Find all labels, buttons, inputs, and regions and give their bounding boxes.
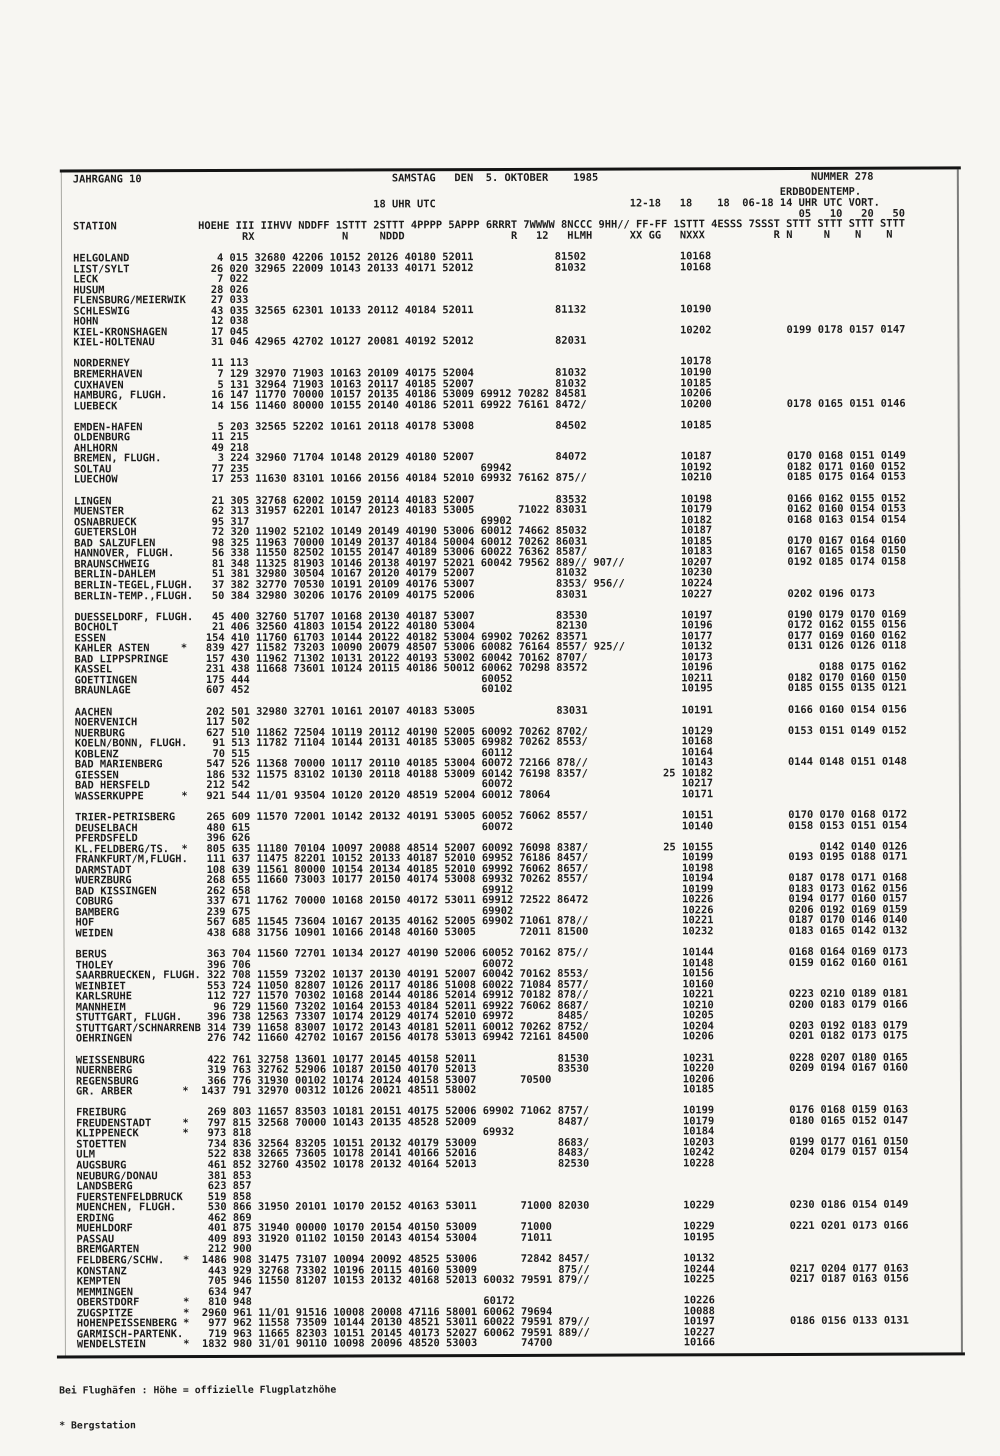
table-row: NORDERNEY 11 113 10178 [73, 355, 912, 370]
table-row: KARLSRUHE 112 727 11570 70302 10168 20144 40186 52014 69912 70182 878// 10221 0223 0210 0189 0181 [75, 987, 914, 1003]
table-row: HANNOVER, FLUGH. 56 338 11550 82502 10155 20147 40189 53006 60022 76362 8587/ 10183 0167 0165 0158 0150 [74, 544, 913, 560]
footnote-flughafen: Bei Flughäfen : Höhe = offizielle Flugplatzhöhe [59, 1384, 337, 1397]
table-row: TRIER-PETRISBERG 265 609 11570 72001 10142 20132 40191 53005 60052 76062 8557/ 10151 0170 0170 0168 0172 [75, 808, 914, 824]
table-row: WEISSENBURG 422 761 32758 13601 10177 20145 40158 52011 81530 10231 0228 0207 0180 0165 [75, 1051, 915, 1067]
table-row: GUETERSLOH 72 320 11902 52102 10149 20149 40190 53006 60012 74662 85032 10187 [74, 523, 913, 539]
table-row: AHLHORN 49 218 [73, 439, 913, 455]
table-row: FREUDENSTADT * 797 815 32568 70000 10143 20135 48528 52009 8487/ 10179 0180 0165 0152 0147 [76, 1114, 915, 1130]
table-row: AACHEN 202 501 32980 32701 10161 20107 40183 53005 83031 10191 0166 0160 0154 0156 [74, 703, 913, 718]
table-row: GR. ARBER * 1437 791 32970 00312 10126 20021 48511 58002 10185 [75, 1082, 915, 1098]
table-row: THOLEY 396 706 60072 10148 0159 0162 0160 0161 [75, 956, 914, 972]
table-row: BREMERHAVEN 7 129 32970 71903 10163 20109 40175 52004 81032 10190 [73, 365, 912, 381]
table-row: STUTTGART/SCHNARRENB 314 739 11658 83007 10172 20143 40181 52011 60012 70262 8752/ 10204 0203 0192 0183 0179 [75, 1019, 915, 1035]
table-row: STUTTGART, FLUGH. 396 738 12563 73307 10174 20129 40174 52010 69972 8485/ 10205 [75, 1008, 915, 1024]
table-row: BAD KISSINGEN 262 658 69912 10199 0183 0173 0162 0156 [75, 882, 914, 898]
table-row: KOBLENZ 70 515 60112 10164 [74, 745, 914, 761]
table-row: AUGSBURG 461 852 32760 43502 10178 20132 40164 52013 82530 10228 [76, 1156, 915, 1172]
footnotes [59, 1361, 337, 1456]
table-row: MUEHLDORF 401 875 31940 00000 10170 20154 40150 53009 71000 10229 0221 0201 0173 0166 [76, 1219, 915, 1235]
table-row: HOF 567 685 11545 73604 10167 20135 40162 52005 69902 71061 878// 10221 0187 0170 0146 0140 [75, 914, 914, 929]
table-row: KASSEL 231 438 11668 73601 10124 20115 40186 50012 60062 70298 83572 10196 0188 0175 0162 [74, 660, 913, 676]
table-row: COBURG 337 671 11762 70000 10168 20150 40172 53011 69912 72522 86472 10226 0194 0177 0160 0157 [75, 892, 914, 908]
table-row: BAD HERSFELD 212 542 60072 10217 [74, 776, 914, 792]
table-row: LANDSBERG 623 857 [76, 1177, 915, 1193]
table-row: KL.FELDBERG/TS. * 805 635 11180 70104 10097 20088 48514 52007 60092 76098 8387/ 25 10155 0142 0140 0126 [75, 840, 914, 856]
header-line: ERDBODENTEMP. [72, 185, 912, 201]
left-border-line [61, 173, 66, 1356]
table-row: ESSEN 154 410 11760 61703 10144 20122 40182 53004 69902 70262 83571 10177 0177 0169 0160 0162 [74, 629, 913, 645]
table-row: OSNABRUECK 95 317 69902 10182 0168 0163 0154 0154 [74, 513, 913, 529]
table-row: LUECHOW 17 253 11630 83101 10166 20156 40184 52010 69932 76162 875// 10210 0185 0175 0164 0153 [73, 471, 913, 486]
table-row: BRAUNLAGE 607 452 60102 10195 0185 0155 0135 0121 [74, 681, 913, 697]
table-row: STOETTEN 734 836 32564 83205 10151 20132 40179 53009 8683/ 10203 0199 0177 0161 0150 [76, 1135, 915, 1151]
header-line: STATION HOEHE III IIHVV NDDFF 1STTT 2STTT 4PPPP 5APPP 6RRRT 7WWWW 8NCCC 9HH// FF-FF 1STTT 4ESSS 7SSST STTT STTT STTT STTT [72, 217, 912, 233]
bottom-rule [57, 1352, 965, 1358]
table-row: LINGEN 21 305 32768 62002 10159 20114 40183 52007 83532 10198 0166 0162 0155 0152 [73, 492, 913, 508]
table-row: ULM 522 838 32665 73605 10178 20141 40166 52016 8483/ 10242 0204 0179 0157 0154 [76, 1146, 915, 1161]
header-line: 05 10 20 50 [72, 207, 912, 223]
table-row: HAMBURG, FLUGH. 16 147 11770 70000 10157 20135 40186 53009 69912 70282 84581 10206 [73, 386, 912, 402]
table-row: GARMISCH-PARTENK. 719 963 11665 82303 10151 20145 40173 52027 60062 79591 889// 10227 [76, 1325, 916, 1341]
issue-number: NUMMER 278 [810, 170, 874, 183]
table-row: FELDBERG/SCHW. * 1486 908 31475 73107 10094 20092 48525 53006 72842 8457/ 10132 [76, 1251, 915, 1267]
masthead [73, 170, 973, 185]
table-row: GOETTINGEN 175 444 60052 10211 0182 0170 0160 0150 [74, 671, 913, 687]
header-line: RX N NDDD R 12 HLMH XX GG NXXX R N N N N [73, 228, 912, 244]
header-line: 18 UHR UTC 12-18 18 18 06-18 14 UHR UTC VORT. [72, 196, 912, 212]
footnote-bergstation: * Bergstation [59, 1420, 136, 1432]
table-row: WENDELSTEIN * 1832 980 31/01 90110 10098 20096 48520 53003 74700 10166 [76, 1335, 916, 1351]
table-row: NUERBURG 627 510 11862 72504 10119 20112 40190 52005 60092 70262 8702/ 10129 0153 0151 0149 0152 [74, 724, 914, 740]
table-row: NUERNBERG 319 763 32762 52906 10187 20150 40170 52013 83530 10220 0209 0194 0167 0160 [75, 1061, 915, 1077]
table-row: FRANKFURT/M,FLUGH. 111 637 11475 82201 10152 20133 40187 52010 69952 76186 8457/ 10199 0193 0195 0188 0171 [75, 850, 914, 866]
table-row: KLIPPENECK * 973 818 69932 10184 [76, 1124, 915, 1140]
table-row: WEIDEN 438 688 31756 10901 10166 20148 40160 53005 72011 81500 10232 0183 0165 0142 0132 [75, 924, 914, 940]
table-row: OEHRINGEN 276 742 11660 42702 10167 20156 40178 53013 69942 72161 84500 10206 0201 0182 0173 0175 [75, 1030, 915, 1045]
table-row: BAD SALZUFLEN 98 325 11963 70000 10149 20137 40184 50004 60012 70262 86031 10185 0170 0167 0164 0160 [74, 534, 913, 550]
table-row: DEUSELBACH 480 615 60072 10140 0158 0153 0151 0154 [75, 819, 914, 835]
table-row: LIST/SYLT 26 020 32965 22009 10143 20133 40171 52012 81032 10168 [73, 260, 912, 276]
table-row: GIESSEN 186 532 11575 83102 10130 20118 40188 53009 60142 76198 8357/ 25 10182 [74, 766, 914, 782]
table-row: DARMSTADT 108 639 11561 80000 10154 20134 40185 52010 69992 76062 8657/ 10198 [75, 861, 914, 877]
table-row: MUENCHEN, FLUGH. 530 866 31950 20101 10170 20152 40163 53011 71000 82030 10229 0230 0186 0154 0149 [76, 1198, 915, 1214]
table-row: KOELN/BONN, FLUGH. 91 513 11782 71104 10144 20131 40185 53005 69982 70262 8553/ 10168 [74, 734, 914, 750]
date-line: SAMSTAG DEN 5. OKTOBER 1985 [391, 171, 599, 185]
table-row: FREIBURG 269 803 11657 83503 10181 20151 40175 52006 69902 71062 8757/ 10199 0176 0168 0159 0163 [76, 1103, 915, 1119]
table-row: NOERVENICH 117 502 [74, 713, 914, 729]
table-row: BERLIN-DAHLEM 51 381 32980 30504 10167 20120 40179 52007 81032 10230 [74, 565, 913, 581]
table-row: SOLTAU 77 235 69942 10192 0182 0171 0160 0152 [73, 460, 913, 476]
journal-title: JAHRGANG 10 [72, 173, 142, 186]
table-row: FLENSBURG/MEIERWIK 27 033 [73, 291, 912, 307]
table-row: MEMMINGEN 634 947 [76, 1283, 915, 1299]
table-row: EMDEN-HAFEN 5 203 32565 52202 10161 20118 40178 53008 84502 10185 [73, 418, 912, 434]
table-row: MUENSTER 62 313 31957 62201 10147 20123 40183 53005 71022 83031 10179 0162 0160 0154 0153 [73, 502, 913, 518]
table-row: BERLIN-TEGEL,FLUGH. 37 382 32770 70530 10191 20109 40176 53007 8353/ 956// 10224 [74, 576, 913, 592]
table-row: MANNHEIM 96 729 11560 73202 10164 20153 40184 52011 69922 76062 8687/ 10210 0200 0183 0179 0166 [75, 998, 915, 1014]
table-row: BREMGARTEN 212 900 [76, 1240, 915, 1256]
table-row: WEINBIET 553 724 11050 82807 10126 20117 40186 51008 60022 71084 8577/ 10160 [75, 977, 914, 993]
table-row: KAHLER ASTEN * 839 427 11582 73203 10090 20079 48507 53006 60082 76164 8557/ 925// 10132 0131 0126 0126 0118 [74, 639, 913, 655]
right-border-line [957, 169, 963, 1352]
table-row: HOHENPEISSENBERG * 977 962 11558 73509 10144 20130 48521 53011 60022 79591 879// 10197 0186 0156 0133 0131 [76, 1314, 916, 1330]
table-row: LECK 7 022 [73, 270, 912, 286]
table-row: ERDING 462 869 [76, 1209, 915, 1225]
column-headers [73, 187, 911, 244]
table-row: BAD MARIENBERG 547 526 11368 70000 10117 20110 40185 53004 60072 72166 878// 10143 0144 0148 0151 0148 [74, 755, 914, 771]
table-row: WUERZBURG 268 655 11660 73003 10177 20150 40174 53008 69932 70262 8557/ 10194 0187 0178 0171 0168 [75, 871, 914, 887]
table-row: HELGOLAND 4 015 32680 42206 10152 20126 40180 52011 81502 10168 [73, 249, 912, 265]
table-row: HOHN 12 038 [73, 312, 912, 328]
table-row: REGENSBURG 366 776 31930 00102 10174 20124 40158 53007 70500 10206 [75, 1072, 915, 1088]
table-row: BERUS 363 704 11560 72701 10134 20127 40190 52006 60052 70162 875// 10144 0168 0164 0169 0173 [75, 945, 914, 961]
table-row: KEMPTEN 705 946 11550 81207 10153 20132 40168 52013 60032 79591 879// 10225 0217 0187 0163 0156 [76, 1272, 915, 1288]
table-row: KONSTANZ 443 929 32768 73302 10196 20115 40160 53009 875// 10244 0217 0204 0177 0163 [76, 1262, 915, 1277]
table-row: OBERSTDORF * 810 948 60172 10226 [76, 1293, 916, 1309]
station-table [73, 251, 915, 1351]
table-row: NEUBURG/DONAU 381 853 [76, 1167, 915, 1183]
table-row: PFERDSFELD 396 626 [75, 829, 914, 845]
table-row: BAD LIPPSPRINGE 157 430 11962 71302 10131 20122 40193 53002 60042 70162 8707/ 10173 [74, 650, 913, 666]
table-row: WASSERKUPPE * 921 544 11/01 93504 10120 20120 48519 52004 60012 78064 10171 [74, 787, 914, 803]
table-row: KIEL-HOLTENAU 31 046 42965 42702 10127 20081 40192 52012 82031 [73, 333, 912, 349]
table-row: SCHLESWIG 43 035 32565 62301 10133 20112 40184 52011 81132 10190 [73, 302, 912, 318]
table-row: DUESSELDORF, FLUGH. 45 400 32760 51707 10168 20130 40187 53007 83530 10197 0190 0179 0170 0169 [74, 608, 913, 624]
table-row: SAARBRUECKEN, FLUGH. 322 708 11559 73202 10137 20130 40191 52007 60042 70162 8553/ 10156 [75, 966, 914, 982]
table-row: OLDENBURG 11 215 [73, 428, 913, 444]
table-row: BREMEN, FLUGH. 3 224 32960 71704 10148 20129 40180 52007 84072 10187 0170 0168 0151 0149 [73, 449, 913, 465]
table-row: KIEL-KRONSHAGEN 17 045 10202 0199 0178 0157 0147 [73, 323, 912, 339]
table-row: HUSUM 28 026 [73, 281, 912, 297]
table-row: FUERSTENFELDBRUCK 519 858 [76, 1188, 915, 1204]
table-row: BRAUNSCHWEIG 81 348 11325 81903 10146 20138 40197 52021 60042 79562 889// 907// 10207 0192 0185 0174 0158 [74, 555, 913, 571]
table-row: BERLIN-TEMP.,FLUGH. 50 384 32980 30206 10176 20109 40175 52006 83031 10227 0202 0196 0173 [74, 587, 913, 602]
table-row: BOCHOLT 21 406 32560 41803 10154 20122 40180 53004 82130 10196 0172 0162 0155 0156 [74, 618, 913, 634]
table-row: LUEBECK 14 156 11460 80000 10155 20140 40186 52011 69922 76161 8472/ 10200 0178 0165 0151 0146 [73, 397, 912, 413]
table-row: BAMBERG 239 675 69902 10226 0206 0192 0169 0159 [75, 903, 914, 919]
table-row: ZUGSPITZE * 2960 961 11/01 91516 10008 20008 47116 58001 60062 79694 10088 [76, 1304, 916, 1320]
table-row: CUXHAVEN 5 131 32964 71903 10163 20117 40185 52007 81032 10185 [73, 376, 912, 392]
table-row: PASSAU 409 893 31920 01102 10150 20143 40154 53004 71011 10195 [76, 1230, 915, 1246]
